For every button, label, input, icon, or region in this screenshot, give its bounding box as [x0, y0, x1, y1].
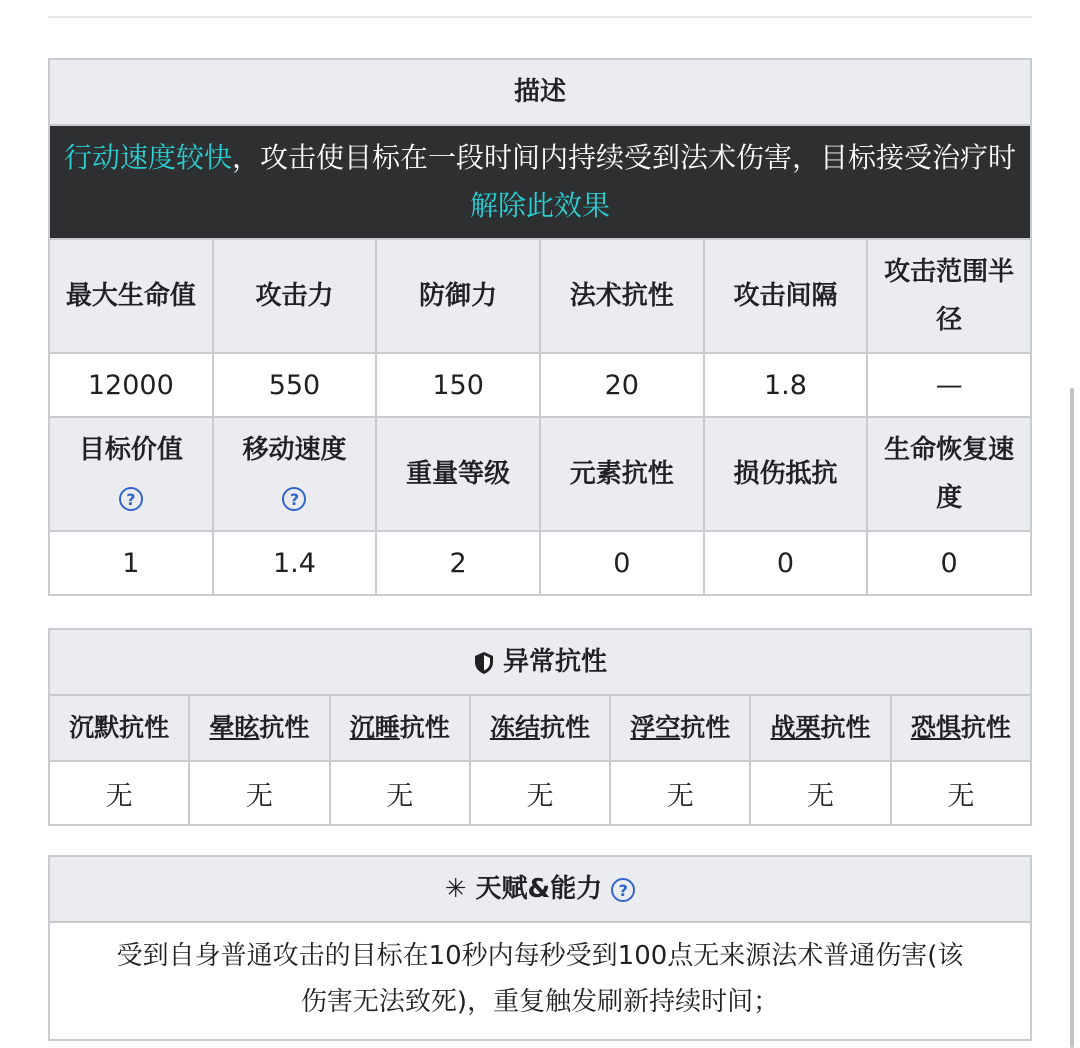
stat-header-range: 攻击范围半径 [867, 239, 1031, 353]
resist-value: 无 [610, 761, 750, 825]
stat-value-hp-regen: 0 [867, 531, 1031, 595]
stat-header-interval: 攻击间隔 [704, 239, 868, 353]
talent-title: 天赋&能力 [475, 874, 603, 904]
resist-value: 无 [470, 761, 610, 825]
resist-header-sleep [330, 695, 470, 761]
stat-value-atk: 550 [213, 353, 377, 417]
description-header: 描述 [49, 59, 1031, 125]
stat-value-max-hp: 12000 [49, 353, 213, 417]
top-divider [48, 16, 1032, 18]
resist-link[interactable]: 恐惧 [910, 713, 961, 742]
resist-suffix: 抗性 [259, 713, 310, 742]
resist-link[interactable]: 晕眩 [209, 713, 260, 742]
resist-value: 无 [750, 761, 890, 825]
resist-header-freeze [470, 695, 610, 761]
stat-header-atk: 攻击力 [213, 239, 377, 353]
shield-icon [473, 651, 495, 675]
resist-value: 无 [330, 761, 470, 825]
resist-link[interactable]: 浮空 [630, 713, 681, 742]
resist-link[interactable]: 沉睡 [349, 713, 400, 742]
description-highlight-speed[interactable]: 行动速度较快 [63, 141, 232, 174]
talent-table [48, 855, 1032, 1041]
resist-suffix: 抗性 [119, 713, 170, 742]
stat-header-dmg-resist: 损伤抵抗 [704, 417, 868, 531]
resist-header-silence [49, 695, 189, 761]
abnormal-resist-title: 异常抗性 [502, 647, 607, 677]
stat-header-move-speed [213, 417, 377, 531]
resist-value: 无 [49, 761, 189, 825]
stats-table [48, 58, 1032, 596]
stat-header-max-hp: 最大生命值 [49, 239, 213, 353]
scrollbar[interactable] [1070, 388, 1074, 1048]
stat-header-res: 法术抗性 [540, 239, 704, 353]
stat-header-def: 防御力 [376, 239, 540, 353]
resist-link[interactable]: 冻结 [489, 713, 540, 742]
stat-value-move-speed: 1.4 [213, 531, 377, 595]
resist-name: 沉默 [69, 713, 120, 742]
talent-line-1: 受到自身普通攻击的目标在10秒内每秒受到100点无来源法术普通伤害(该 [116, 941, 964, 971]
talent-header [49, 856, 1031, 922]
stat-header-hp-regen: 生命恢复速度 [867, 417, 1031, 531]
stat-value-res: 20 [540, 353, 704, 417]
help-icon[interactable]: ? [611, 878, 635, 902]
resist-value: 无 [891, 761, 1031, 825]
stat-value-target-value: 1 [49, 531, 213, 595]
stat-header-target-value-label: 目标价值 [78, 435, 183, 465]
stat-value-def: 150 [376, 353, 540, 417]
resist-header-tremble [750, 695, 890, 761]
description-highlight-remove[interactable]: 解除此效果 [469, 189, 610, 222]
stat-value-range: — [867, 353, 1031, 417]
asterisk-icon: ✳ [444, 874, 467, 904]
resist-suffix: 抗性 [960, 713, 1011, 742]
resist-link[interactable]: 战栗 [770, 713, 821, 742]
stat-value-elem-res: 0 [540, 531, 704, 595]
abnormal-resist-table [48, 628, 1032, 826]
talent-line-2: 伤害无法致死)，重复触发刷新持续时间； [300, 987, 780, 1017]
resist-suffix: 抗性 [539, 713, 590, 742]
abnormal-resist-header [49, 629, 1031, 695]
resist-value: 无 [189, 761, 329, 825]
help-icon[interactable]: ? [282, 487, 306, 511]
resist-header-levitate [610, 695, 750, 761]
resist-suffix: 抗性 [820, 713, 871, 742]
stat-value-weight: 2 [376, 531, 540, 595]
resist-suffix: 抗性 [680, 713, 731, 742]
description-body: ，攻击使目标在一段时间内持续受到法术伤害，目标接受治疗时 [232, 141, 1017, 174]
stat-header-target-value [49, 417, 213, 531]
stat-value-interval: 1.8 [704, 353, 868, 417]
resist-suffix: 抗性 [399, 713, 450, 742]
stat-header-elem-res: 元素抗性 [540, 417, 704, 531]
talent-text [49, 922, 1031, 1040]
help-icon[interactable]: ? [119, 487, 143, 511]
stat-value-dmg-resist: 0 [704, 531, 868, 595]
resist-header-fear [891, 695, 1031, 761]
description-text [49, 125, 1031, 239]
stat-header-weight: 重量等级 [376, 417, 540, 531]
stat-header-move-speed-label: 移动速度 [242, 435, 347, 465]
resist-header-stun [189, 695, 329, 761]
